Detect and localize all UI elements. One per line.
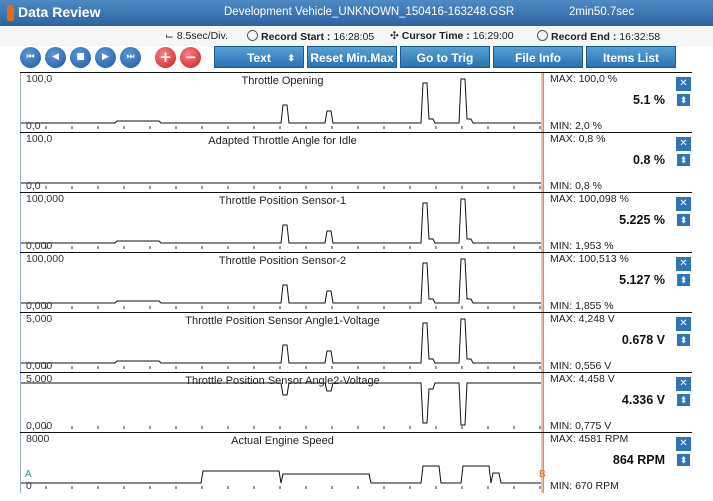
stats-panel [543,73,693,133]
cursor-b-marker: B [539,469,546,480]
current-value: 0.8 % [633,153,665,167]
min-value: MIN: 0,8 % [550,180,602,192]
close-icon[interactable]: ✕ [676,377,691,391]
signal-title: Adapted Throttle Angle for Idle [208,135,357,147]
scale-min-label: 0,000 [26,360,53,372]
graph-panel[interactable] [20,312,692,373]
scale-max-label: 100,0 [26,73,53,85]
close-icon[interactable]: ✕ [676,137,691,151]
scale-icon: ⌙ [165,30,174,42]
plot-area[interactable] [20,253,544,313]
signal-title: Throttle Position Sensor Angle1-Voltage [185,315,380,327]
scale-min-label: 0,000 [26,300,53,312]
min-value: MIN: 0,775 V [550,420,612,432]
current-value: 0.678 V [621,333,665,347]
app-title: Data Review [18,4,101,20]
stop-button[interactable]: ■ [70,47,91,68]
close-icon[interactable]: ✕ [676,257,691,271]
cursor-time [390,30,514,42]
dropdown-arrows-icon: ⬍ [287,53,295,63]
current-value: 5.1 % [633,93,665,107]
max-value: MAX: 100,513 % [550,253,629,265]
stepper-icon[interactable]: ⬍ [676,333,691,347]
scale-min-label: 0 [26,480,32,492]
signal-title: Actual Engine Speed [231,435,334,447]
signal-title: Throttle Opening [241,75,324,87]
file-name: Development Vehicle_UNKNOWN_150416-163248.GSR [224,6,515,18]
min-value: MIN: 1,953 % [550,240,614,252]
zoom-in-button[interactable]: + [155,47,176,68]
close-icon[interactable]: ✕ [676,197,691,211]
signal-title: Throttle Position Sensor Angle2-Voltage [185,375,380,387]
plot-area[interactable] [20,373,544,433]
record-info-bar [0,26,713,46]
current-value: 4.336 V [621,393,665,407]
stats-panel [543,373,693,433]
current-value: 5.127 % [619,273,665,287]
min-value: MIN: 0,556 V [550,360,612,372]
file-info-button[interactable]: File Info [493,46,583,68]
stepper-icon[interactable]: ⬍ [676,273,691,287]
text-dropdown[interactable] [214,46,304,68]
rewind-first-button[interactable]: ⏮ [20,47,41,68]
plot-area[interactable] [20,133,544,193]
go-to-trig-button[interactable]: Go to Trig [400,46,490,68]
close-icon[interactable]: ✕ [676,317,691,331]
current-value: 864 RPM [612,453,665,467]
graph-panel[interactable] [20,372,692,433]
scale-max-label: 100,000 [26,193,64,205]
scale-min-label: 0,000 [26,420,53,432]
title-bar [0,0,713,26]
graph-panel[interactable] [20,192,692,253]
plot-area[interactable] [20,313,544,373]
app-icon [7,5,14,21]
max-value: MAX: 0,8 % [550,133,606,145]
previous-button[interactable]: ◀ [45,47,66,68]
stats-panel [543,313,693,373]
min-value: MIN: 1,855 % [550,300,614,312]
trace-line [21,466,541,483]
cursor-time-value: 16:29:00 [472,30,514,42]
graph-panel[interactable] [20,432,692,493]
graph-panel[interactable] [20,252,692,313]
close-icon[interactable]: ✕ [676,77,691,91]
record-start-label: Record Start : [261,31,331,43]
current-value: 5.225 % [619,213,665,227]
stats-panel [543,133,693,193]
signal-title: Throttle Position Sensor-1 [218,195,347,207]
zoom-out-button[interactable]: − [180,47,201,68]
max-value: MAX: 100,0 % [550,73,618,85]
graph-panel[interactable] [20,72,692,133]
max-value: MAX: 4,248 V [550,313,615,325]
close-icon[interactable]: ✕ [676,437,691,451]
reset-minmax-button[interactable]: Reset Min.Max [307,46,397,68]
record-end-label: Record End : [551,31,617,43]
record-start [247,30,374,43]
record-end-value: 16:32:58 [619,31,661,43]
text-dropdown-label: Text [247,51,271,65]
scale-max-label: 8000 [26,433,50,445]
next-button[interactable]: ▶ [95,47,116,68]
cursor-icon: ✣ [390,30,399,42]
scale-min-label: 0,000 [26,240,53,252]
items-list-button[interactable]: Items List [586,46,676,68]
max-value: MAX: 4581 RPM [550,433,629,445]
max-value: MAX: 100,098 % [550,193,629,205]
stepper-icon[interactable]: ⬍ [676,93,691,107]
plot-area[interactable] [20,433,544,493]
cursor-time-label: Cursor Time : [401,30,470,42]
forward-last-button[interactable]: ⏭ [120,47,141,68]
min-value: MIN: 2,0 % [550,120,602,132]
stats-panel [543,433,693,493]
clock-icon [247,30,258,41]
stats-panel [543,193,693,253]
scale-value: 8.5sec/Div. [176,30,228,42]
max-value: MAX: 4,458 V [550,373,615,385]
clock-icon [537,30,548,41]
scale-max-label: 100,000 [26,253,64,265]
record-end [537,30,660,43]
trace-line [21,383,541,425]
scale-min-label: 0,0 [26,180,41,192]
record-duration: 2min50.7sec [569,6,635,18]
min-value: MIN: 670 RPM [550,480,619,492]
stepper-icon[interactable]: ⬍ [676,213,691,227]
scale-min-label: 0,0 [26,120,41,132]
stepper-icon[interactable]: ⬍ [676,393,691,407]
stepper-icon[interactable]: ⬍ [676,153,691,167]
plot-area[interactable] [20,193,544,253]
stepper-icon[interactable]: ⬍ [676,453,691,467]
plot-area[interactable] [20,73,544,133]
toolbar [0,46,713,70]
time-scale [165,30,228,42]
record-start-value: 16:28:05 [333,31,375,43]
scale-max-label: 5,000 [26,313,53,325]
signal-title: Throttle Position Sensor-2 [218,255,347,267]
scale-max-label: 100,0 [26,133,53,145]
stats-panel [543,253,693,313]
graph-panel[interactable] [20,132,692,193]
scale-max-label: 5,000 [26,373,53,385]
cursor-a-marker: A [25,469,32,480]
